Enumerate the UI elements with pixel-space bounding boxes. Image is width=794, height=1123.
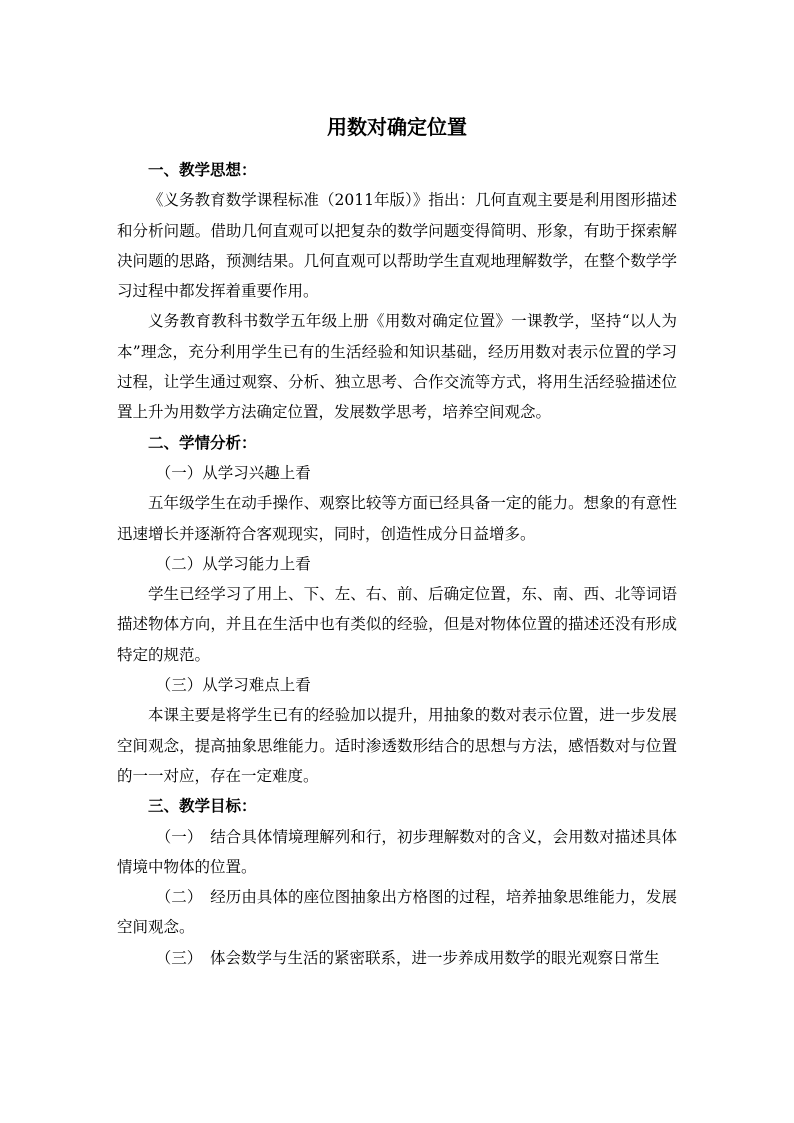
subheading-learning-difficulty: （三）从学习难点上看 [155,676,311,695]
paragraph-curriculum-standard: 《义务教育数学课程标准（2011年版）》指出：几何直观主要是利用图形描述和分析问题。借助几何直观可以把复杂的数学问题变得简明、形象，有助于探索解决问题的思路，预测结果。几何直观可以帮助学生直观地理解数学，在整个数学学习过程中都发挥着重要作用。 [117,191,677,301]
teaching-goal-2: （二） 经历由具体的座位图抽象出方格图的过程，培养抽象思维能力，发展空间观念。 [117,888,677,937]
subheading-learning-interest: （一）从学习兴趣上看 [155,463,311,482]
teaching-goal-3: （三） 体会数学与生活的紧密联系，进一步养成用数学的眼光观察日常生 [155,948,660,967]
paragraph-learning-difficulty: 本课主要是将学生已有的经验加以提升，用抽象的数对表示位置，进一步发展空间观念，提高抽象思维能力。适时渗透数形结合的思想与方法，感悟数对与位置的一一对应，存在一定难度。 [117,706,677,785]
section-heading-teaching-thought: 一、教学思想： [148,160,257,179]
teaching-goal-1: （一） 结合具体情境理解列和行，初步理解数对的含义，会用数对描述具体情境中物体的位置。 [117,827,677,876]
subheading-learning-ability: （二）从学习能力上看 [155,554,311,573]
paragraph-lesson-concept: 义务教育教科书数学五年级上册《用数对确定位置》一课教学，坚持“以人为本”理念，充分利用学生已有的生活经验和知识基础，经历用数对表示位置的学习过程，让学生通过观察、分析、独立思考、合作交流等方式，将用生活经验描述位置上升为用数学方法确定位置，发展数学思考，培养空间观念。 [117,312,677,422]
document-body [117,155,677,973]
document-title: 用数对确定位置 [327,115,467,139]
paragraph-learning-ability: 学生已经学习了用上、下、左、右、前、后确定位置，东、南、西、北等词语描述物体方向，并且在生活中也有类似的经验，但是对物体位置的描述还没有形成特定的规范。 [117,585,677,664]
paragraph-learning-interest: 五年级学生在动手操作、观察比较等方面已经具备一定的能力。想象的有意性迅速增长并逐渐符合客观现实，同时，创造性成分日益增多。 [117,494,677,543]
section-heading-learner-analysis: 二、学情分析： [148,432,257,452]
section-heading-teaching-goals: 三、教学目标： [148,796,257,816]
